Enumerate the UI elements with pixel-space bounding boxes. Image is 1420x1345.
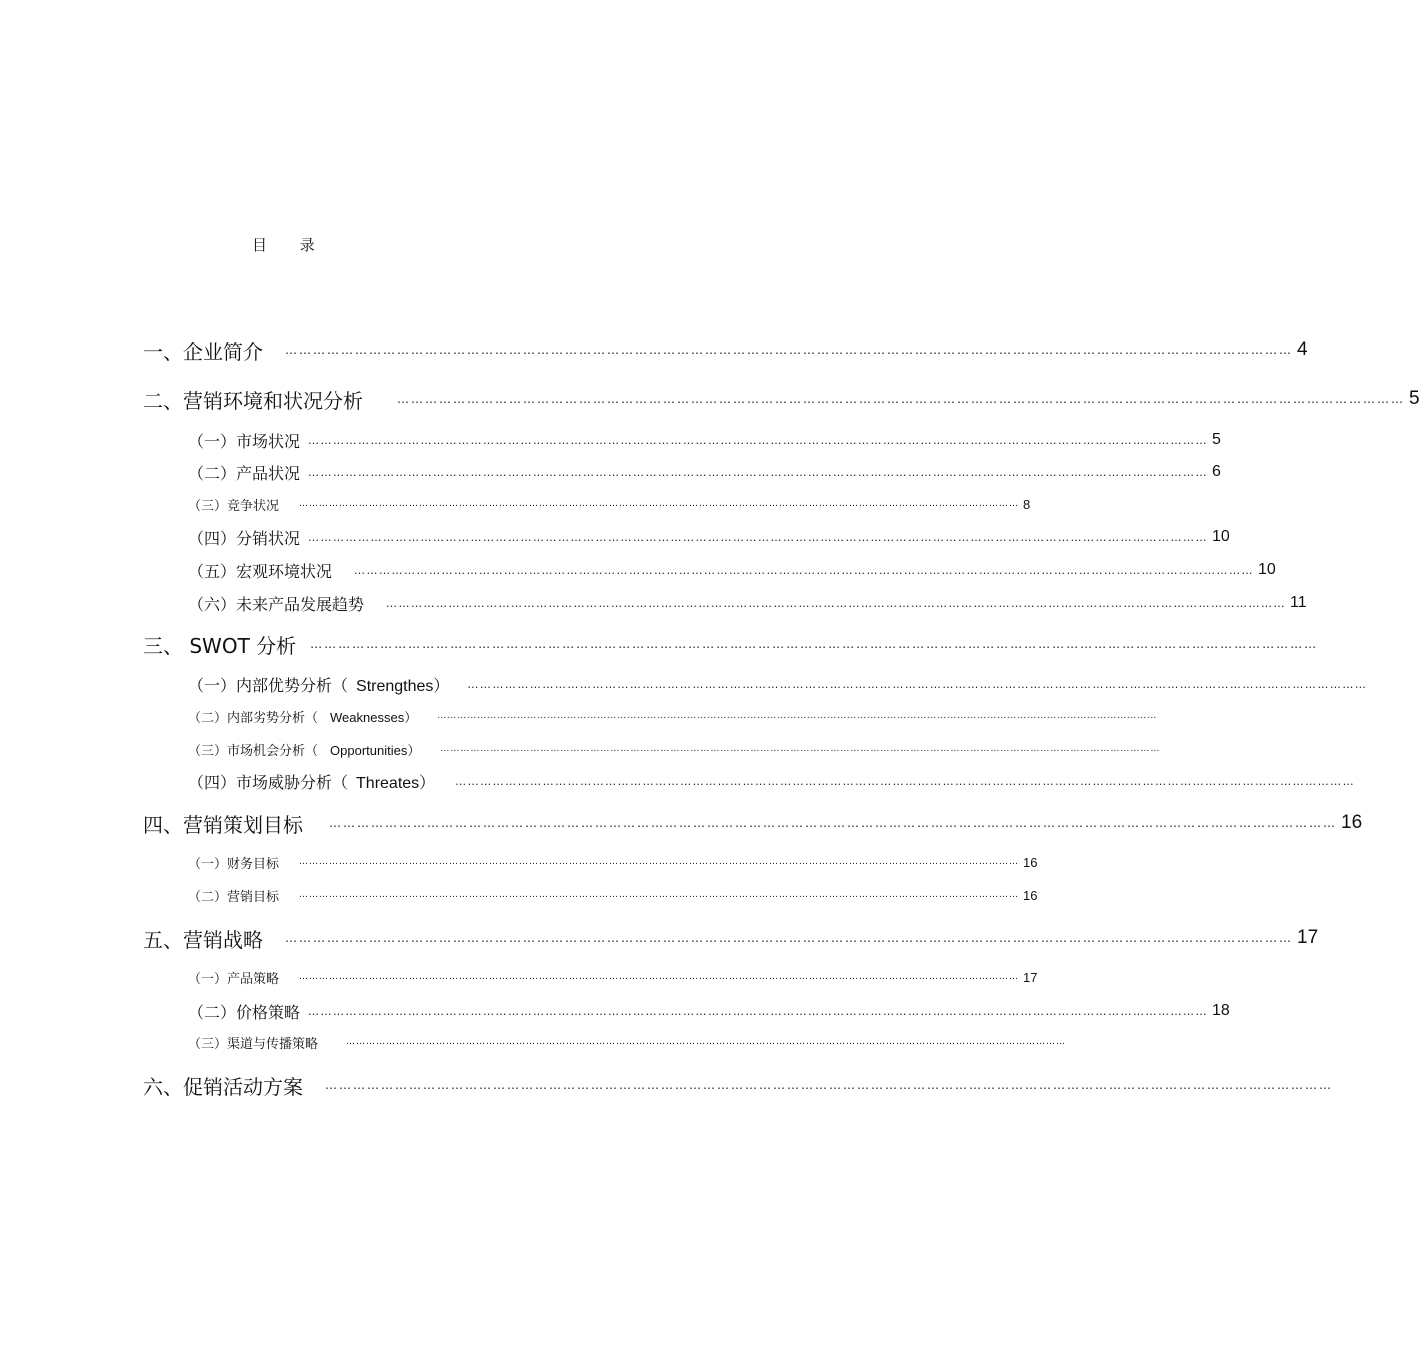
toc-entry-page: 17: [1023, 969, 1038, 985]
dot-leader: ………………………………………………………………………………………………………………………………………………………………………………………………: [386, 596, 1287, 610]
toc-entry[interactable]: [188, 673, 1368, 695]
toc-entry-label: （四）市场威胁分析（ Threates）: [188, 772, 436, 792]
dot-leader: ………………………………………………………………………………………………………………………………………………………………………………………………: [437, 711, 1158, 721]
toc-entry-label: 一、企业简介: [143, 339, 263, 364]
toc-entry-label: 四、营销策划目标: [143, 812, 303, 837]
dot-leader: ………………………………………………………………………………………………………………………………………………………………………………………………: [308, 530, 1209, 544]
dot-leader: ………………………………………………………………………………………………………………………………………………………………………………………………: [455, 774, 1356, 788]
toc-entry[interactable]: [188, 852, 1038, 872]
dot-leader: ………………………………………………………………………………………………………………………………………………………………………………………………: [310, 637, 1319, 651]
dot-leader: ………………………………………………………………………………………………………………………………………………………………………………………………: [285, 931, 1293, 945]
toc-entry-label: （二）价格策略: [188, 1002, 301, 1022]
dot-leader: ………………………………………………………………………………………………………………………………………………………………………………………………: [397, 392, 1405, 406]
toc-entry-label: （二）产品状况: [188, 463, 301, 483]
toc-entry-page: 18: [1212, 1002, 1230, 1019]
dot-leader: ………………………………………………………………………………………………………………………………………………………………………………………………: [329, 816, 1337, 830]
dot-leader: ………………………………………………………………………………………………………………………………………………………………………………………………: [308, 1004, 1209, 1018]
toc-entry[interactable]: [188, 770, 1356, 792]
dot-leader: ………………………………………………………………………………………………………………………………………………………………………………………………: [299, 857, 1020, 867]
dot-leader: ………………………………………………………………………………………………………………………………………………………………………………………………: [299, 972, 1020, 982]
toc-entry-page: 4: [1297, 339, 1308, 360]
toc-entry-page: 5: [1212, 431, 1221, 448]
dot-leader: ………………………………………………………………………………………………………………………………………………………………………………………………: [299, 499, 1020, 509]
dot-leader: ………………………………………………………………………………………………………………………………………………………………………………………………: [354, 563, 1255, 577]
toc-entry-label: （六）未来产品发展趋势: [188, 594, 365, 614]
toc-entry[interactable]: [188, 559, 1276, 581]
toc-entry-label: （三）市场机会分析（ Opportunities）: [188, 742, 421, 759]
toc-entry[interactable]: [143, 809, 1363, 837]
dot-leader: ………………………………………………………………………………………………………………………………………………………………………………………………: [285, 343, 1293, 357]
toc-entry[interactable]: [188, 739, 1161, 759]
toc-entry-page: 16: [1341, 812, 1363, 833]
toc-entry-label: （二）内部劣势分析（ Weaknesses）: [188, 709, 418, 726]
dot-leader: ………………………………………………………………………………………………………………………………………………………………………………………………: [440, 744, 1161, 754]
dot-leader: ………………………………………………………………………………………………………………………………………………………………………………………………: [308, 465, 1209, 479]
toc-entry-label: （一）内部优势分析（ Strengthes）: [188, 675, 450, 695]
dot-leader: ………………………………………………………………………………………………………………………………………………………………………………………………: [346, 1037, 1067, 1047]
toc-entry-page: 5: [1409, 388, 1420, 409]
toc-entry-page: 16: [1023, 887, 1038, 903]
dot-leader: ………………………………………………………………………………………………………………………………………………………………………………………………: [467, 677, 1368, 691]
toc-entry-label: 五、营销战略: [143, 927, 263, 952]
toc-entry[interactable]: [188, 1000, 1230, 1022]
toc-entry-page: 10: [1212, 528, 1230, 545]
toc-entry-page: 8: [1023, 496, 1031, 512]
toc-entry-label: （一）市场状况: [188, 431, 301, 451]
toc-entry-page: 10: [1258, 561, 1276, 578]
toc-entry-label: （三）渠道与传播策略: [188, 1036, 319, 1052]
toc-entry-label: （一）产品策略: [188, 971, 280, 987]
toc-entry[interactable]: [188, 592, 1307, 614]
toc-entry-label: （二）营销目标: [188, 889, 280, 905]
toc-entry[interactable]: [188, 885, 1038, 905]
toc-entry[interactable]: [143, 924, 1319, 952]
toc-entry-label: （三）竞争状况: [188, 498, 280, 514]
toc-entry[interactable]: [143, 336, 1308, 364]
toc-entry[interactable]: [188, 967, 1038, 987]
toc-entry[interactable]: [188, 1032, 1067, 1052]
dot-leader: ………………………………………………………………………………………………………………………………………………………………………………………………: [308, 433, 1209, 447]
toc-entry-label: 三、 SWOT 分析: [143, 633, 297, 658]
toc-entry[interactable]: [188, 494, 1031, 514]
toc-entry-label: 六、促销活动方案: [143, 1074, 303, 1099]
toc-entry[interactable]: [188, 526, 1230, 548]
toc-entry[interactable]: [143, 1071, 1333, 1099]
toc-title: 目 录: [252, 236, 329, 254]
toc-entry-label: （一）财务目标: [188, 856, 280, 872]
toc-entry[interactable]: [188, 461, 1221, 483]
dot-leader: ………………………………………………………………………………………………………………………………………………………………………………………………: [299, 890, 1020, 900]
toc-entry-label: （四）分销状况: [188, 528, 301, 548]
toc-entry-page: 6: [1212, 463, 1221, 480]
toc-entry-page: 16: [1023, 854, 1038, 870]
dot-leader: ………………………………………………………………………………………………………………………………………………………………………………………………: [325, 1078, 1333, 1092]
toc-entry[interactable]: [143, 630, 1319, 658]
toc-entry-page: 11: [1290, 594, 1307, 611]
toc-entry[interactable]: [143, 385, 1420, 413]
toc-entry[interactable]: [188, 706, 1158, 726]
toc-entry-label: 二、营销环境和状况分析: [143, 388, 363, 413]
toc-entry-label: （五）宏观环境状况: [188, 561, 333, 581]
toc-entry[interactable]: [188, 429, 1221, 451]
toc-entry-page: 17: [1297, 927, 1319, 948]
